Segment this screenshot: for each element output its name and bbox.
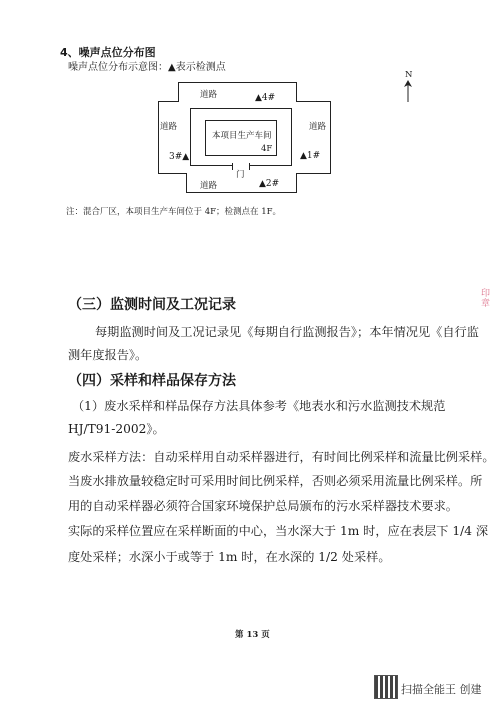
monitor-point-4: ▲4# — [255, 93, 276, 103]
floor-label: 4F — [261, 144, 273, 154]
road-line-right-top — [297, 101, 330, 102]
road-label-bottom: 道路 — [200, 181, 218, 191]
road-line-right — [330, 101, 331, 173]
sampling-proportion-line1: 当废水排放量较稳定时可采用时间比例采样，否则必须采用流量比例采样。所 — [68, 474, 483, 488]
road-line-top — [178, 82, 296, 83]
north-label: N — [405, 70, 413, 80]
road-line-bottom — [186, 192, 297, 193]
page-number: 第 13 页 — [235, 630, 270, 640]
monitor-point-1: ▲1# — [300, 151, 321, 161]
sampling-item1-line1: （1）废水采样和样品保存方法具体参考《地表水和污水监测技术规范 — [72, 399, 446, 413]
monitoring-para-line1: 每期监测时间及工况记录见《每期自行监测报告》；本年情况见《自行监 — [95, 325, 479, 339]
road-line-top-left — [178, 82, 179, 102]
road-line-left-top — [158, 101, 178, 102]
road-line-bottom-right — [296, 173, 331, 174]
road-line-left — [158, 101, 159, 173]
road-label-right: 道路 — [309, 122, 327, 132]
sampling-item1-line2: HJ/T91-2002》。 — [68, 422, 165, 436]
qr-code-icon — [374, 675, 398, 699]
diagram-caption: 噪声点位分布示意图：▲表示检测点 — [68, 62, 226, 73]
monitoring-para-line2: 测年度报告》。 — [68, 348, 148, 362]
road-label-left: 道路 — [160, 122, 178, 132]
gate-label: 门 — [236, 170, 245, 180]
road-line-bottom-left — [158, 173, 186, 174]
monitor-point-3: 3#▲ — [169, 152, 190, 162]
sampling-method-para: 废水采样方法：自动采样用自动采样器进行，有时间比例采样和流量比例采样。 — [68, 450, 495, 464]
scanner-watermark: 扫描全能王 创建 — [401, 683, 482, 696]
road-line-bl-vert — [186, 173, 187, 193]
red-seal-stamp: 印章 — [479, 288, 489, 308]
road-label-top: 道路 — [200, 90, 218, 100]
section-heading-monitoring-time: （三）监测时间及工况记录 — [68, 297, 236, 313]
monitor-point-2: ▲2# — [259, 179, 280, 189]
section-heading-sampling: （四）采样和样品保存方法 — [68, 373, 236, 389]
road-line-br-vert — [296, 173, 297, 193]
sampling-position-line2: 度处采样；水深小于或等于 1m 时，在水深的 1/2 处采样。 — [68, 550, 391, 564]
sampling-proportion-line2: 用的自动采样器必须符合国家环境保护总局颁布的污水采样器技术要求。 — [68, 499, 458, 513]
north-arrow-icon — [401, 80, 415, 102]
road-line-top-right — [296, 82, 297, 102]
workshop-label: 本项目生产车间 — [212, 131, 272, 141]
diagram-note: 注：混合厂区，本项目生产车间位于 4F；检测点在 1F。 — [66, 207, 282, 217]
section-heading-noise: 4、噪声点位分布图 — [60, 46, 156, 59]
sampling-position-line1: 实际的采样位置应在采样断面的中心，当水深大于 1m 时，应在表层下 1/4 深 — [68, 524, 489, 538]
